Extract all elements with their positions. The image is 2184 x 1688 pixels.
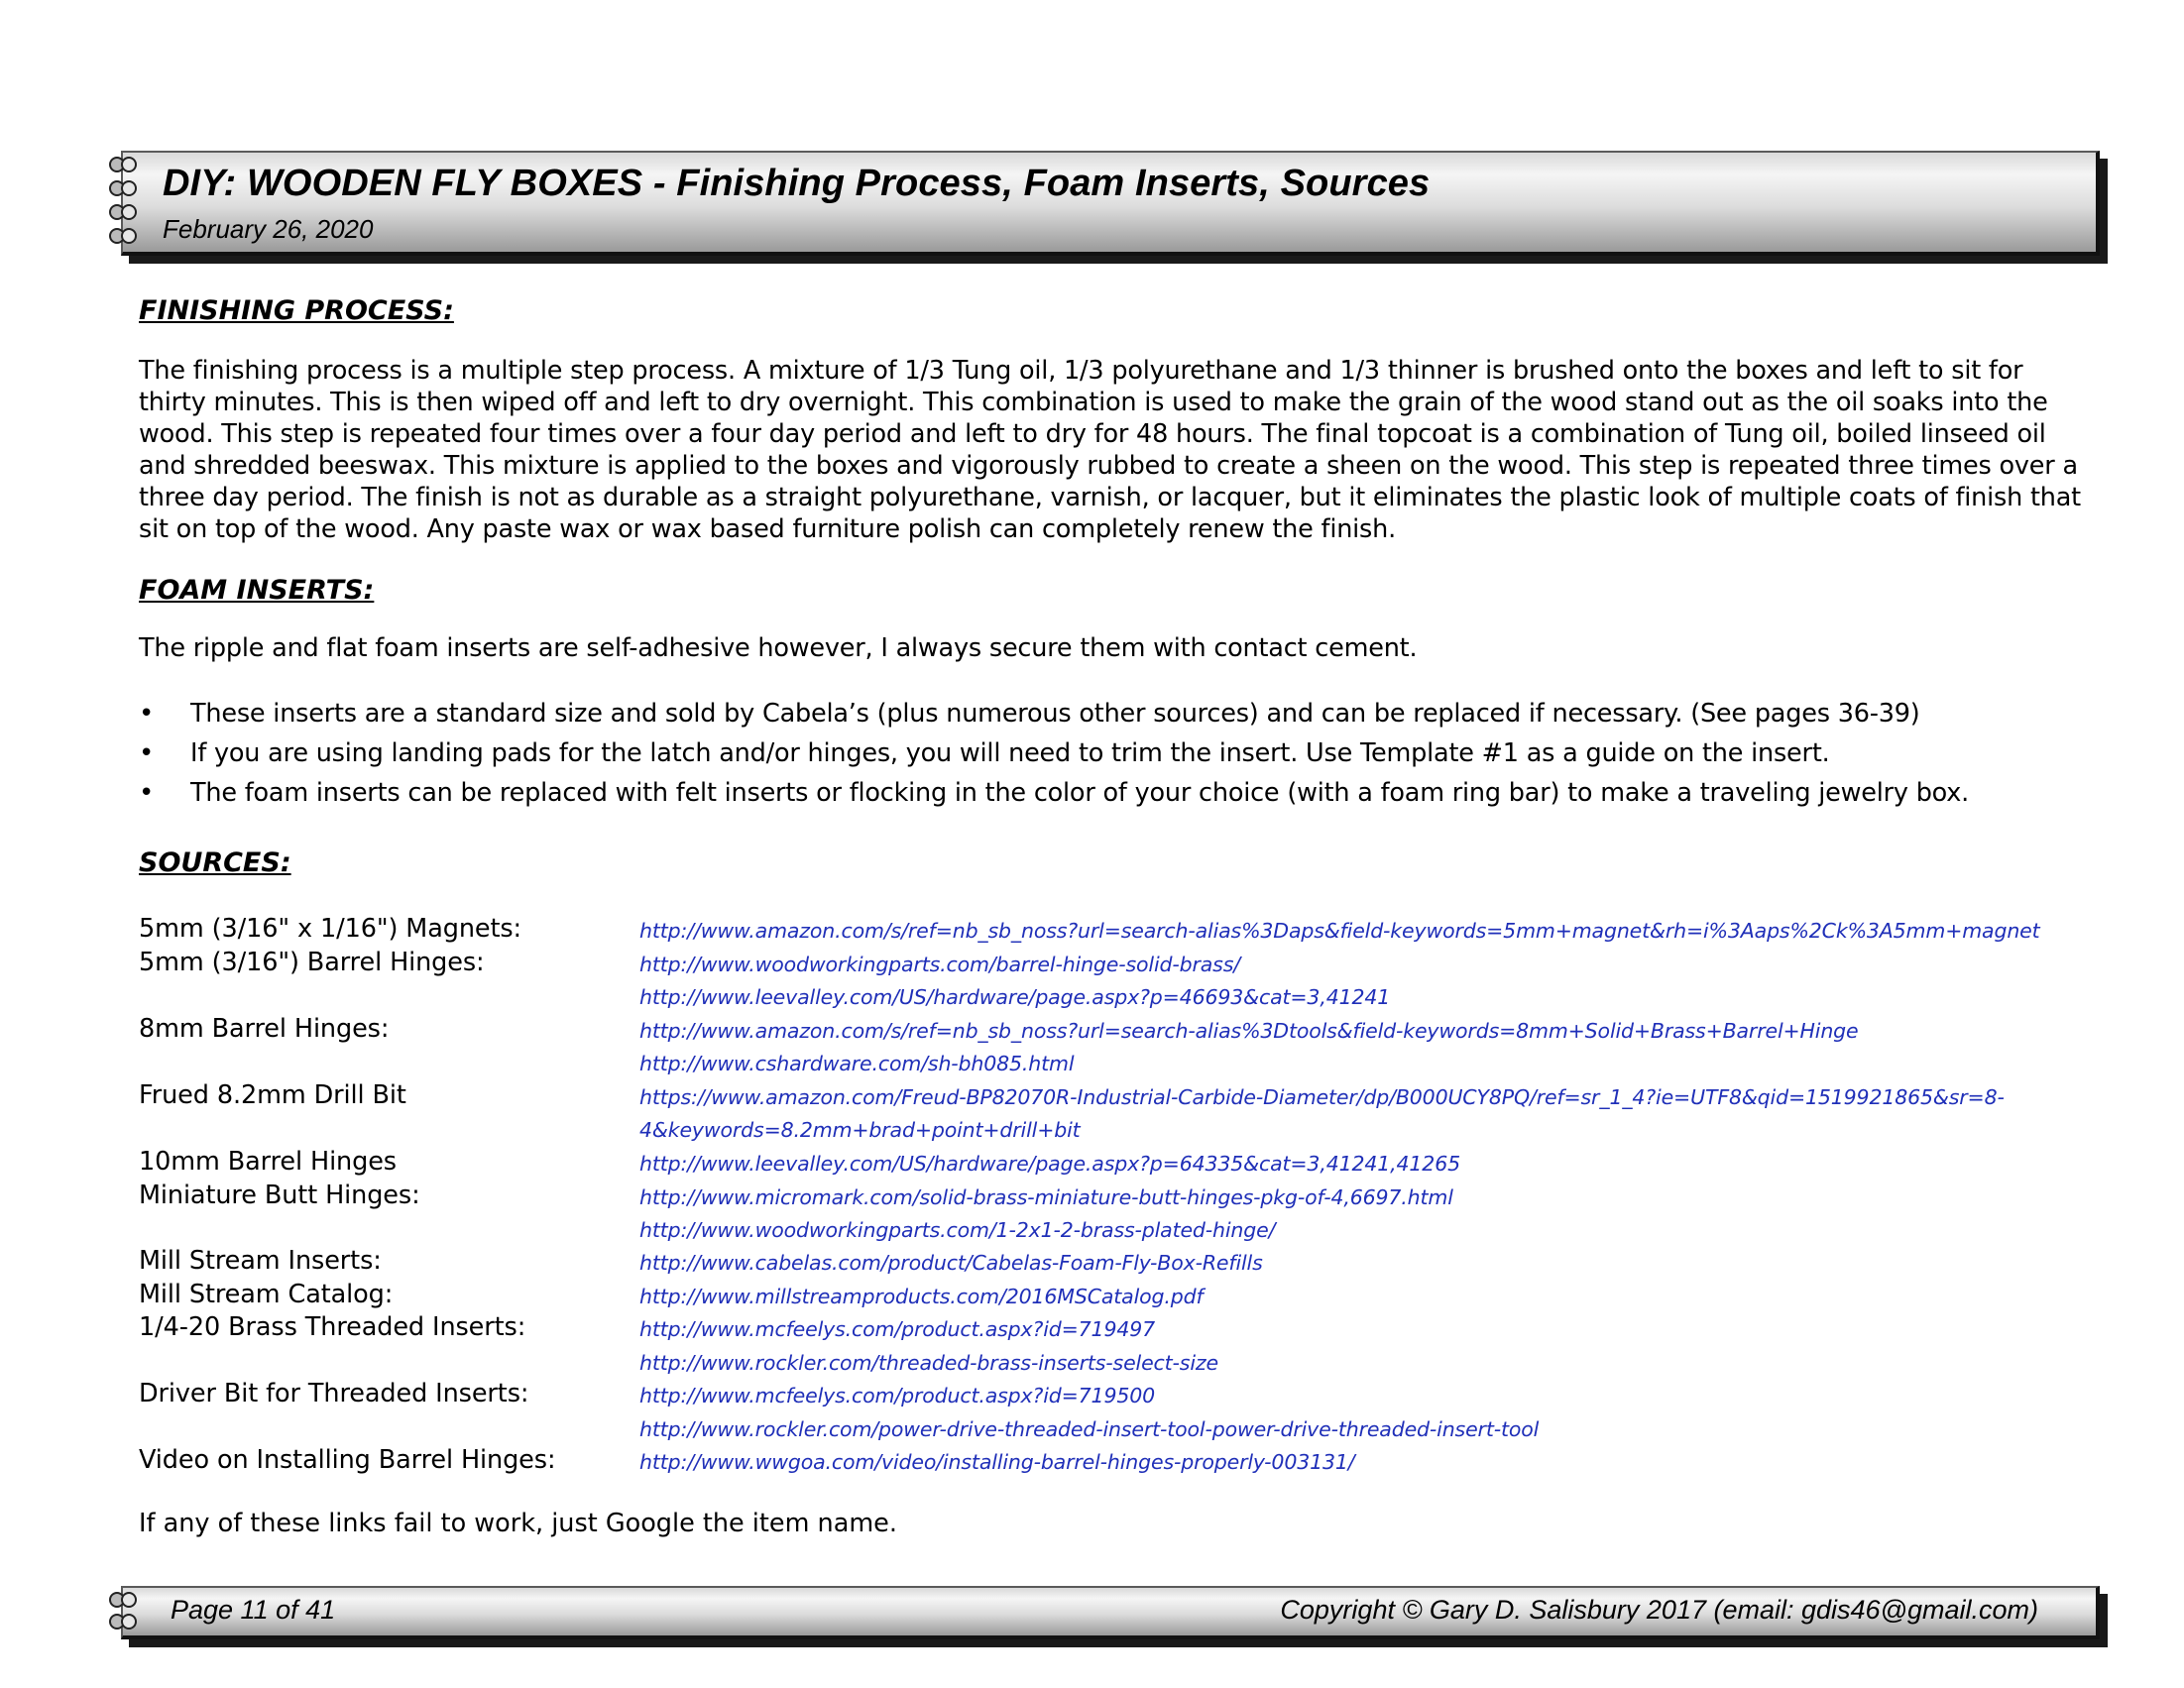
list-item: • These inserts are a standard size and sold by Cabela’s (plus numerous other sources) and can be replaced if necessary. (See pages 36-39) <box>139 694 1969 733</box>
source-link[interactable]: http://www.leevalley.com/US/hardware/page.aspx?p=64335&cat=3,41241,41265 <box>639 1152 1460 1176</box>
document-title: DIY: WOODEN FLY BOXES - Finishing Process, Foam Inserts, Sources <box>163 163 1431 204</box>
source-link[interactable]: http://www.amazon.com/s/ref=nb_sb_noss?url=search-alias%3Daps&field-keywords=5mm+magnet&rh=i%3Aaps%2Ck%3A5mm+magnet <box>639 919 2040 943</box>
page-number: Page 11 of 41 <box>171 1595 336 1625</box>
source-label-mill-stream-catalog: Mill Stream Catalog: <box>139 1280 394 1309</box>
foam-heading: FOAM INSERTS: <box>139 575 375 606</box>
header-bar <box>121 151 2100 256</box>
finishing-heading: FINISHING PROCESS: <box>139 295 454 326</box>
source-link[interactable]: http://www.mcfeelys.com/product.aspx?id=719497 <box>639 1317 1156 1341</box>
foam-paragraph: The ripple and flat foam inserts are self-adhesive however, I always secure them with contact cement. <box>139 633 1418 663</box>
source-link[interactable]: http://www.wwgoa.com/video/installing-barrel-hinges-properly-003131/ <box>639 1450 1355 1474</box>
copyright-notice: Copyright © Gary D. Salisbury 2017 (email: gdis46@gmail.com) <box>1280 1595 2038 1625</box>
source-link[interactable]: https://www.amazon.com/Freud-BP82070R-Industrial-Carbide-Diameter/dp/B000UCY8PQ/ref=sr_1_4?ie=UTF8&qid=1519921865&sr=8- <box>639 1085 2005 1109</box>
source-label-butt-hinges: Miniature Butt Hinges: <box>139 1181 420 1210</box>
binder-ring-icon <box>109 204 135 220</box>
binder-ring-icon <box>109 180 135 196</box>
source-label-mill-stream-inserts: Mill Stream Inserts: <box>139 1246 382 1276</box>
binder-ring-icon <box>109 228 135 244</box>
source-label-10mm-hinges: 10mm Barrel Hinges <box>139 1147 397 1177</box>
source-link[interactable]: http://www.millstreamproducts.com/2016MSCatalog.pdf <box>639 1285 1204 1308</box>
source-link[interactable]: http://www.cshardware.com/sh-bh085.html <box>639 1052 1075 1075</box>
source-label-magnets: 5mm (3/16" x 1/16") Magnets: <box>139 914 522 944</box>
source-link[interactable]: http://www.leevalley.com/US/hardware/page.aspx?p=46693&cat=3,41241 <box>639 985 1391 1009</box>
closing-note: If any of these links fail to work, just Google the item name. <box>139 1509 897 1538</box>
source-link[interactable]: http://www.cabelas.com/product/Cabelas-Foam-Fly-Box-Refills <box>639 1251 1263 1275</box>
source-link[interactable]: http://www.woodworkingparts.com/1-2x1-2-brass-plated-hinge/ <box>639 1218 1276 1242</box>
list-item: • The foam inserts can be replaced with felt inserts or flocking in the color of your choice (with a foam ring bar) to make a traveling jewelry box. <box>139 773 1969 813</box>
source-link[interactable]: http://www.mcfeelys.com/product.aspx?id=719500 <box>639 1384 1156 1407</box>
source-label-8mm-hinges: 8mm Barrel Hinges: <box>139 1014 390 1044</box>
source-label-driver-bit: Driver Bit for Threaded Inserts: <box>139 1379 529 1408</box>
list-item: • If you are using landing pads for the latch and/or hinges, you will need to trim the insert. Use Template #1 as a guide on the insert. <box>139 733 1969 773</box>
finishing-paragraph: The finishing process is a multiple step process. A mixture of 1/3 Tung oil, 1/3 polyurethane and 1/3 thinner is brushed onto the boxes and left to sit for thirty minutes. This is then wiped off and left to dry overnight. This combination is used to make the grain of the wood stand out as the oil soaks into the wood. This step is repeated four times over a four day period and left to dry for 48 hours. The final topcoat is a combination of Tung oil, boiled linseed oil and shredded beeswax. This mixture is applied to the boxes and vigorously rubbed to create a sheen on the wood. This step is repeated three times over a three day period. The finish is not as durable as a straight polyurethane, varnish, or lacquer, but it eliminates the plastic look of multiple coats of finish that sit on top of the wood. Any paste wax or wax based furniture polish can completely renew the finish. <box>139 356 2081 544</box>
source-label-threaded-inserts: 1/4-20 Brass Threaded Inserts: <box>139 1312 526 1342</box>
source-link[interactable]: http://www.rockler.com/threaded-brass-inserts-select-size <box>639 1351 1218 1375</box>
binder-ring-icon <box>109 157 135 172</box>
source-link[interactable]: http://www.woodworkingparts.com/barrel-hinge-solid-brass/ <box>639 953 1240 976</box>
foam-bullet-list <box>139 694 1969 813</box>
source-link[interactable]: http://www.rockler.com/power-drive-threaded-insert-tool-power-drive-threaded-insert-tool <box>639 1417 1540 1441</box>
source-link[interactable]: http://www.amazon.com/s/ref=nb_sb_noss?url=search-alias%3Dtools&field-keywords=8mm+Solid+Brass+Barrel+Hinge <box>639 1019 1859 1043</box>
sources-heading: SOURCES: <box>139 847 291 878</box>
source-link[interactable]: http://www.micromark.com/solid-brass-miniature-butt-hinges-pkg-of-4,6697.html <box>639 1185 1453 1209</box>
footer-bar <box>121 1586 2100 1639</box>
binder-ring-icon <box>109 1592 135 1608</box>
source-label-5mm-hinges: 5mm (3/16") Barrel Hinges: <box>139 948 485 977</box>
binder-ring-icon <box>109 1614 135 1630</box>
document-date: February 26, 2020 <box>163 214 374 244</box>
source-link[interactable]: 4&keywords=8.2mm+brad+point+drill+bit <box>639 1118 1081 1142</box>
source-label-drill-bit: Frued 8.2mm Drill Bit <box>139 1080 406 1110</box>
source-label-video: Video on Installing Barrel Hinges: <box>139 1445 556 1475</box>
